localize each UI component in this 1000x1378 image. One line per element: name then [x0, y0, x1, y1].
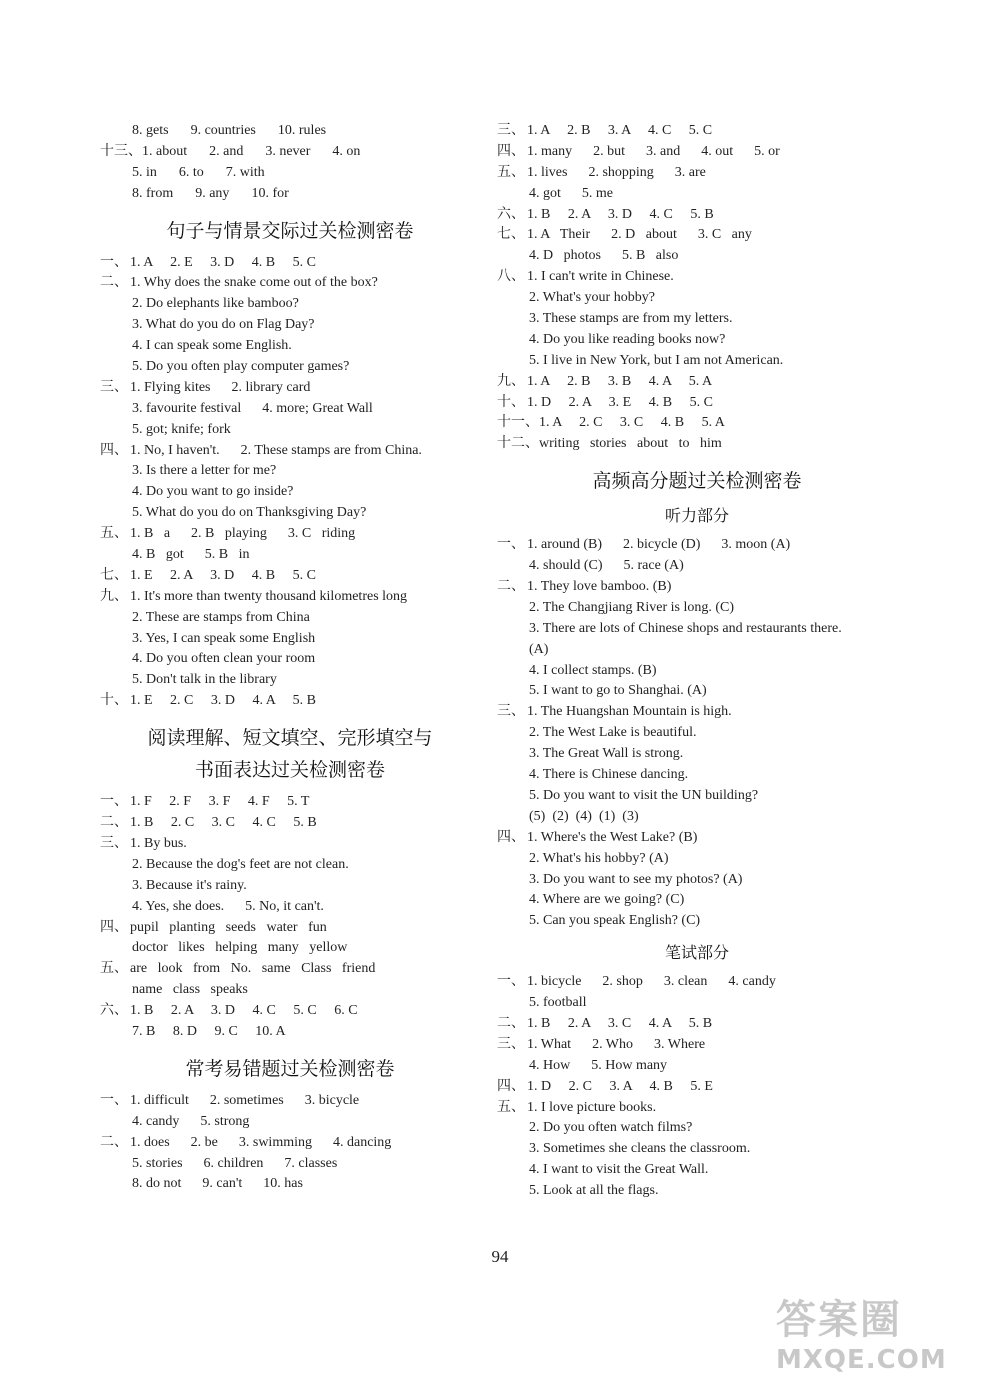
- answer-text: 4. Do you like reading books now?: [529, 331, 726, 347]
- answer-line: [100, 545, 480, 566]
- answer-line: [497, 786, 897, 807]
- question-label: 四、: [100, 442, 128, 458]
- answer-text: 2. What's his hobby? (A): [529, 850, 669, 866]
- answer-line: [497, 972, 897, 993]
- answer-item: 8. from: [132, 185, 174, 201]
- answer-text: 1. A 2. B 3. A 4. C 5. C: [527, 123, 713, 138]
- answer-text: doctor likes helping many yellow: [132, 940, 348, 956]
- question-label: 一、: [100, 794, 128, 810]
- section-title-common-mistakes: 常考易错题过关检测密卷: [185, 1057, 395, 1080]
- question-label: 六、: [497, 206, 525, 222]
- answer-text: (5) (2) (4) (1) (3): [529, 808, 639, 824]
- answer-line: [100, 524, 480, 545]
- question-label: 五、: [100, 526, 128, 542]
- answer-line: [100, 1112, 480, 1133]
- question-label: 二、: [100, 1134, 128, 1150]
- answer-text: 4. Do you want to go inside?: [132, 484, 294, 500]
- answer-line: [100, 142, 480, 163]
- answer-text: 3. The Great Wall is strong.: [529, 746, 684, 762]
- answer-text: 4. There is Chinese dancing.: [529, 767, 689, 783]
- answer-text: 1. does 2. be 3. swimming 4. dancing: [130, 1134, 392, 1150]
- answer-line: [100, 792, 480, 813]
- question-label: 三、: [497, 704, 525, 720]
- answer-text: 4. I collect stamps. (B): [529, 662, 657, 678]
- answer-item: 10. rules: [277, 123, 327, 138]
- question-label: 二、: [100, 815, 128, 831]
- answer-text: 3. Is there a letter for me?: [132, 463, 277, 479]
- answer-text: 4. candy 5. strong: [132, 1113, 250, 1129]
- answer-line: [497, 351, 897, 372]
- question-label: 五、: [497, 1099, 525, 1115]
- answer-line: [497, 619, 897, 640]
- answer-line: [497, 577, 897, 598]
- answer-text: 3. Sometimes she cleans the classroom.: [529, 1141, 751, 1157]
- answer-line: [497, 535, 897, 556]
- answer-line: [100, 876, 480, 897]
- question-label: 一、: [497, 974, 525, 990]
- answer-line: [100, 1133, 480, 1154]
- answer-text: 2. Do you often watch films?: [529, 1120, 693, 1136]
- answer-line: [497, 744, 897, 765]
- question-label: 三、: [100, 379, 128, 395]
- answer-text: 5. got; knife; fork: [132, 421, 231, 437]
- answer-line: [497, 1118, 897, 1139]
- answer-text: 1. many 2. but 3. and 4. out 5. or: [527, 143, 780, 159]
- answer-text: 4. got 5. me: [529, 185, 613, 201]
- section-title-reading-line1: 阅读理解、短文填空、完形填空与: [147, 727, 433, 750]
- left-top-answers: [100, 121, 480, 205]
- answer-text: 1. By bus.: [130, 835, 187, 851]
- question-label: 一、: [497, 537, 525, 553]
- answer-line: [100, 121, 480, 142]
- written-answers: [497, 972, 897, 1202]
- answer-text: 7. B 8. D 9. C 10. A: [132, 1023, 286, 1039]
- answer-text: 1. No, I haven't. 2. These stamps are from China.: [130, 442, 422, 458]
- question-label: 一、: [100, 1092, 128, 1108]
- question-label: 四、: [497, 143, 525, 159]
- answer-line: [497, 309, 897, 330]
- answer-line: [100, 608, 480, 629]
- answer-text: 3. favourite festival 4. more; Great Wall: [132, 400, 373, 416]
- answer-text: 3. These stamps are from my letters.: [529, 311, 733, 327]
- answer-line: [100, 184, 480, 205]
- question-label: 三、: [497, 1036, 525, 1052]
- answer-text: 4. D photos 5. B also: [529, 248, 679, 264]
- answer-line: [100, 834, 480, 855]
- answer-text: 1. B a 2. B playing 3. C riding: [130, 526, 356, 542]
- answer-line: [100, 357, 480, 378]
- answer-text: 1. The Huangshan Mountain is high.: [527, 704, 732, 720]
- answer-line: [497, 681, 897, 702]
- answer-line: [497, 330, 897, 351]
- right-top-answers: [497, 121, 897, 455]
- answer-line: [100, 336, 480, 357]
- answer-text: 1. What 2. Who 3. Where: [527, 1036, 706, 1052]
- answer-line: [497, 246, 897, 267]
- section-title-sentences: 句子与情景交际过关检测密卷: [166, 219, 414, 242]
- answer-item: 6. to: [178, 164, 204, 180]
- question-label: 六、: [100, 1003, 128, 1019]
- answer-line: [497, 225, 897, 246]
- question-label: 三、: [497, 123, 525, 138]
- answer-line: [497, 828, 897, 849]
- answer-text: 1. A 2. C 3. C 4. B 5. A: [539, 415, 725, 431]
- answer-text: 2. Because the dog's feet are not clean.: [132, 856, 349, 872]
- answer-text: 1. It's more than twenty thousand kilometres long: [130, 588, 408, 604]
- answer-text: 5. Do you often play computer games?: [132, 359, 350, 375]
- answer-text: 4. should (C) 5. race (A): [529, 558, 684, 574]
- answer-item: 10. for: [251, 185, 289, 201]
- answer-line: [100, 1001, 480, 1022]
- question-label: 一、: [100, 254, 128, 270]
- answer-line: [497, 288, 897, 309]
- question-label: 三、: [100, 835, 128, 851]
- answer-text: 5. football: [529, 995, 587, 1011]
- answer-text: 1. B 2. C 3. C 4. C 5. B: [130, 815, 317, 831]
- question-label: 九、: [100, 588, 128, 604]
- answer-line: [100, 273, 480, 294]
- answer-line: [497, 413, 897, 434]
- watermark-en: MXQE.COM: [776, 1345, 947, 1375]
- question-label: 十二、: [497, 436, 539, 452]
- answer-text: 2. These are stamps from China: [132, 609, 310, 625]
- answer-line: [497, 121, 897, 142]
- section-title-reading-line2: 书面表达过关检测密卷: [194, 759, 385, 782]
- answer-line: [497, 1056, 897, 1077]
- question-label: 十三、: [100, 143, 142, 159]
- answer-line: [497, 993, 897, 1014]
- answer-line: [100, 315, 480, 336]
- answer-line: [100, 918, 480, 939]
- answer-line: [497, 267, 897, 288]
- answer-line: [100, 482, 480, 503]
- answer-line: [497, 765, 897, 786]
- answer-text: 1. They love bamboo. (B): [527, 579, 672, 595]
- answer-line: [100, 629, 480, 650]
- answer-item: 1. about: [142, 143, 188, 159]
- section-title-high-frequency: 高频高分题过关检测密卷: [592, 470, 802, 493]
- answer-text: 5. What do you do on Thanksgiving Day?: [132, 505, 367, 521]
- question-label: 二、: [100, 275, 128, 291]
- answer-line: [100, 253, 480, 274]
- answer-line: [100, 1174, 480, 1195]
- answer-line: [100, 959, 480, 980]
- answer-line: [100, 503, 480, 524]
- answer-text: are look from No. same Class friend: [130, 961, 376, 977]
- answer-text: (A): [529, 641, 549, 657]
- answer-line: [497, 393, 897, 414]
- subsection-title-listening: 听力部分: [664, 506, 729, 526]
- answer-text: 1. A 2. E 3. D 4. B 5. C: [130, 254, 316, 270]
- answer-line: [497, 163, 897, 184]
- answer-text: 1. lives 2. shopping 3. are: [527, 164, 706, 180]
- answer-text: writing stories about to him: [539, 436, 722, 452]
- answer-text: name class speaks: [132, 982, 248, 998]
- answer-line: [100, 649, 480, 670]
- answer-line: [497, 640, 897, 661]
- answer-text: 2. What's your hobby?: [529, 290, 655, 306]
- answer-text: pupil planting seeds water fun: [130, 919, 327, 935]
- answer-line: [100, 980, 480, 1001]
- answer-item: 9. any: [195, 185, 230, 201]
- answer-text: 4. B got 5. B in: [132, 547, 250, 563]
- answer-line: [497, 1181, 897, 1202]
- answer-line: [497, 849, 897, 870]
- answer-text: 5. I want to go to Shanghai. (A): [529, 683, 707, 699]
- answer-line: [497, 184, 897, 205]
- answer-text: 1. Flying kites 2. library card: [130, 379, 311, 395]
- answer-line: [497, 205, 897, 226]
- answer-text: 5. Don't talk in the library: [132, 672, 277, 688]
- answer-item: 7. with: [225, 164, 265, 180]
- answer-line: [100, 441, 480, 462]
- answer-text: 1. F 2. F 3. F 4. F 5. T: [130, 794, 310, 810]
- answer-line: [497, 1139, 897, 1160]
- answer-text: 5. Do you want to visit the UN building?: [529, 787, 759, 803]
- answer-text: 5. I live in New York, but I am not American.: [529, 352, 784, 368]
- answer-line: [100, 461, 480, 482]
- answer-line: [497, 1077, 897, 1098]
- section-reading-answers: [100, 792, 480, 1043]
- subsection-title-written: 笔试部分: [664, 943, 729, 963]
- answer-line: [497, 911, 897, 932]
- answer-item: 4. on: [332, 143, 361, 159]
- answer-line: [100, 294, 480, 315]
- answer-line: [100, 670, 480, 691]
- answer-text: 1. A Their 2. D about 3. C any: [527, 227, 752, 243]
- question-label: 十一、: [497, 415, 539, 431]
- answer-text: 4. Do you often clean your room: [132, 651, 316, 667]
- answer-text: 3. Because it's rainy.: [132, 877, 247, 893]
- answer-line: [100, 1022, 480, 1043]
- answer-text: 1. E 2. C 3. D 4. A 5. B: [130, 693, 316, 709]
- answer-text: 8. do not 9. can't 10. has: [132, 1176, 303, 1192]
- answer-text: 1. bicycle 2. shop 3. clean 4. candy: [527, 974, 776, 990]
- answer-text: 1. Where's the West Lake? (B): [527, 829, 698, 845]
- answer-line: [100, 938, 480, 959]
- answer-text: 4. Yes, she does. 5. No, it can't.: [132, 898, 324, 914]
- answer-line: [497, 434, 897, 455]
- answer-line: [497, 1035, 897, 1056]
- question-label: 九、: [497, 373, 525, 389]
- answer-item: 5. in: [132, 164, 157, 180]
- answer-text: 1. I can't write in Chinese.: [527, 269, 674, 285]
- question-label: 八、: [497, 269, 525, 285]
- listening-answers: [497, 535, 897, 932]
- question-label: 十、: [100, 693, 128, 709]
- question-label: 十、: [497, 394, 525, 410]
- answer-line: [100, 1091, 480, 1112]
- answer-text: 1. I love picture books.: [527, 1099, 657, 1115]
- question-label: 五、: [497, 164, 525, 180]
- answer-line: [100, 897, 480, 918]
- answer-item: 2. and: [209, 143, 244, 159]
- answer-line: [497, 723, 897, 744]
- answer-line: [497, 702, 897, 723]
- answer-text: 3. Yes, I can speak some English: [132, 630, 316, 646]
- answer-text: 5. Can you speak English? (C): [529, 913, 701, 929]
- answer-item: 9. countries: [190, 123, 256, 138]
- answer-line: [497, 598, 897, 619]
- answer-text: 1. D 2. C 3. A 4. B 5. E: [527, 1078, 713, 1094]
- answer-line: [497, 870, 897, 891]
- answer-text: 1. difficult 2. sometimes 3. bicycle: [130, 1092, 360, 1108]
- answer-line: [497, 890, 897, 911]
- answer-text: 2. The West Lake is beautiful.: [529, 725, 697, 741]
- answer-text: 4. Where are we going? (C): [529, 892, 685, 908]
- question-label: 五、: [100, 961, 128, 977]
- question-label: 七、: [100, 567, 128, 583]
- answer-line: [100, 420, 480, 441]
- question-label: 四、: [497, 829, 525, 845]
- section-sentences-answers: [100, 253, 480, 713]
- answer-line: [100, 378, 480, 399]
- left-column: [100, 121, 480, 1195]
- answer-line: [100, 1154, 480, 1175]
- answer-line: [100, 691, 480, 712]
- answer-line: [497, 1098, 897, 1119]
- answer-line: [100, 587, 480, 608]
- answer-text: 1. E 2. A 3. D 4. B 5. C: [130, 567, 316, 583]
- watermark-logo: [776, 1288, 986, 1375]
- answer-text: 2. The Changjiang River is long. (C): [529, 599, 735, 615]
- answer-text: 3. There are lots of Chinese shops and restaurants there.: [529, 620, 842, 636]
- answer-text: 4. I want to visit the Great Wall.: [529, 1162, 709, 1178]
- answer-line: [497, 1014, 897, 1035]
- section-common-mistakes-answers: [100, 1091, 480, 1195]
- answer-text: 1. B 2. A 3. D 4. C 5. B: [527, 206, 714, 222]
- question-label: 七、: [497, 227, 525, 243]
- answer-line: [100, 813, 480, 834]
- answer-text: 3. What do you do on Flag Day?: [132, 317, 315, 333]
- answer-item: 8. gets: [132, 123, 169, 138]
- question-label: 二、: [497, 1015, 525, 1031]
- answer-text: 1. D 2. A 3. E 4. B 5. C: [527, 394, 713, 410]
- answer-line: [100, 855, 480, 876]
- watermark-cn: 答案圈: [776, 1297, 902, 1343]
- answer-line: [100, 163, 480, 184]
- right-column: [497, 121, 897, 1202]
- answer-text: 1. around (B) 2. bicycle (D) 3. moon (A): [527, 537, 791, 553]
- answer-line: [497, 142, 897, 163]
- answer-text: 5. stories 6. children 7. classes: [132, 1155, 338, 1171]
- page-number: 94: [491, 1247, 509, 1266]
- question-label: 四、: [100, 919, 128, 935]
- answer-text: 1. Why does the snake come out of the box?: [130, 275, 378, 291]
- answer-line: [497, 807, 897, 828]
- question-label: 二、: [497, 579, 525, 595]
- answer-line: [497, 1160, 897, 1181]
- answer-text: 5. Look at all the flags.: [529, 1183, 659, 1199]
- answer-text: 1. A 2. B 3. B 4. A 5. A: [527, 373, 713, 389]
- answer-line: [497, 372, 897, 393]
- answer-text: 3. Do you want to see my photos? (A): [529, 871, 743, 887]
- answer-text: 1. B 2. A 3. D 4. C 5. C 6. C: [130, 1003, 358, 1019]
- answer-text: 2. Do elephants like bamboo?: [132, 296, 299, 312]
- question-label: 四、: [497, 1078, 525, 1094]
- answer-text: 4. I can speak some English.: [132, 338, 292, 354]
- answer-text: 4. How 5. How many: [529, 1057, 668, 1073]
- answer-item: 3. never: [265, 143, 311, 159]
- answer-line: [100, 399, 480, 420]
- answer-line: [497, 556, 897, 577]
- answer-line: [497, 661, 897, 682]
- answer-text: 1. B 2. A 3. C 4. A 5. B: [527, 1015, 713, 1031]
- answer-line: [100, 566, 480, 587]
